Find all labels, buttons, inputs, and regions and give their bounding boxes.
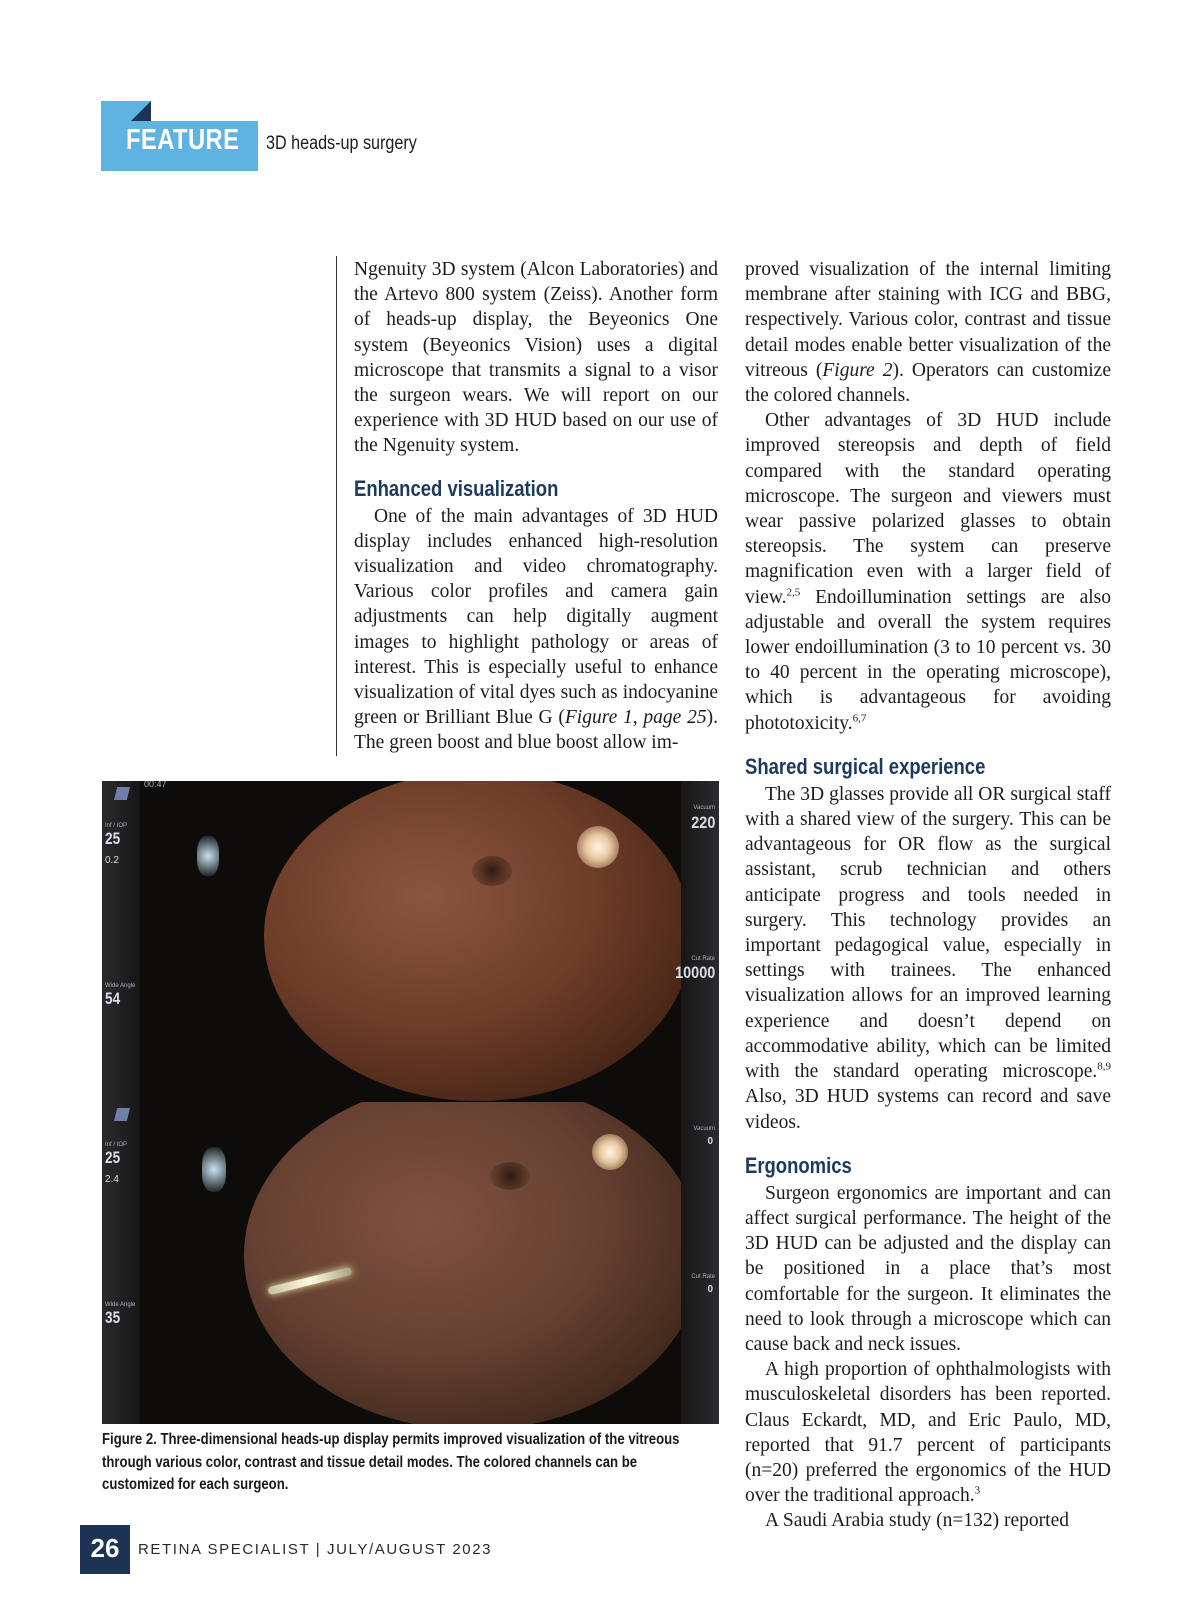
paragraph: Other advantages of 3D HUD include improved stereopsis and depth of field compared with the standard operating microscope. The surgeon and viewers must wear passive polarized glasses to obtain stereopsis. The system can preserve magnification even with a larger field of view.$^{2,5}$ Endoillumination settings are also adjustable and overall the system requires lower endoillumination (3 to 10 percent vs. 30 to 40 percent in the operating microscope), which is advantageous for avoiding phototoxicity.$^{6,7}$ xyxy=(745,410,1111,734)
timer: 00:47 xyxy=(144,781,167,789)
hud-panel-bottom xyxy=(102,1102,719,1424)
heading-ergonomics: Ergonomics xyxy=(745,1152,852,1178)
vacuum-label: Vacuum xyxy=(693,1126,715,1132)
macula xyxy=(472,856,512,886)
light-reflex xyxy=(202,1147,226,1192)
figure-2-image xyxy=(102,781,719,1424)
feature-corner-notch xyxy=(131,101,151,121)
hud-right-bar xyxy=(681,1102,719,1424)
citation: 6,7 xyxy=(852,712,867,725)
paragraph: One of the main advantages of 3D HUD display includes enhanced high-resolution visualization and video chromatography. Various color profiles and camera gain adjustments can help digitally augment images to highlight pathology or areas of interest. This is especially useful to enhance visualization of vital dyes such as indocyanine green or Brilliant Blue G (Figure 1, page 25). The green boost and blue boost allow im- xyxy=(354,505,718,754)
cut-rate-value: 10000 xyxy=(674,963,715,982)
figure-reference[interactable]: Figure 1, page 25 xyxy=(564,707,707,729)
paragraph: A Saudi Arabia study (n=132) reported xyxy=(765,1510,1069,1532)
left-column xyxy=(354,257,718,756)
iop-sub-value: 0.2 xyxy=(105,855,119,866)
feature-label: FEATURE xyxy=(126,124,240,156)
wide-angle-label: Wide Angle xyxy=(105,1302,136,1308)
light-reflex xyxy=(197,836,219,876)
cut-rate-label: Cut Rate xyxy=(691,956,715,962)
vacuum-label: Vacuum xyxy=(693,805,715,811)
vacuum-value: 220 xyxy=(690,813,715,832)
page-number: 26 xyxy=(90,1533,120,1563)
figure-caption: Figure 2. Three-dimensional heads-up display permits improved visualization of the vitreous through various color, contrast and tissue detail modes. The colored channels can be customized for each surgeon. xyxy=(102,1431,680,1493)
vacuum-value: 0 xyxy=(707,1136,713,1147)
optic-disc xyxy=(592,1134,628,1170)
wide-angle-value: 35 xyxy=(105,1308,121,1327)
cut-rate-label: Cut Rate xyxy=(691,1274,715,1280)
heading-enhanced-visualization: Enhanced visualization xyxy=(354,475,559,501)
fundus-image xyxy=(264,781,692,1101)
iop-label: Inf / IOP xyxy=(105,823,128,829)
paragraph: Surgeon ergonomics are important and can affect surgical performance. The height of the 3D HUD can be adjusted and the display can be positioned in a place that’s most comfortable for the surgeon. It eliminates the need to look through a microscope which can cause back and neck issues. xyxy=(745,1182,1111,1355)
column-rule xyxy=(336,256,337,756)
section-label: 3D heads-up surgery xyxy=(266,133,417,154)
citation: 2,5 xyxy=(786,586,801,599)
right-column xyxy=(745,257,1111,1534)
paragraph: proved visualization of the internal limiting membrane after staining with ICG and BBG, respectively. Various color, contrast and tissue detail modes enable better visualization of the vitreous (Figure 2). Operators can customize the colored channels. xyxy=(745,259,1111,407)
paragraph: The 3D glasses provide all OR surgical staff with a shared view of the surgery. This can be advantageous for OR flow as the surgical assistant, scrub technician and others anticipate progress and tools needed in surgery. This technology provides an important pedagogical value, especially in settings with trainees. The enhanced visualization allows for an improved learning experience and doesn’t depend on accommodative ability, which can be limited with the standard operating microscope.$^{8,9}$ Also, 3D HUD systems can record and save videos. xyxy=(745,783,1111,1133)
cut-rate-value: 0 xyxy=(707,1284,713,1295)
iop-value: 25 xyxy=(105,1148,121,1167)
citation: 3 xyxy=(974,1484,981,1497)
paragraph: A high proportion of ophthalmologists with musculoskeletal disorders has been reported. Claus Eckardt, MD, and Eric Paulo, MD, reported that 91.7 percent of participants (n=20) preferred the ergonomics of the HUD over the traditional approach.$^3$ xyxy=(745,1359,1111,1507)
hud-panel-top xyxy=(102,781,719,1102)
iop-sub-value: 2.4 xyxy=(105,1174,119,1185)
paragraph: Ngenuity 3D system (Alcon Laboratories) and the Artevo 800 system (Zeiss). Another form of heads-up display, the Beyeonics One system (Beyeonics Vision) uses a digital microscope that transmits a signal to a visor the surgeon wears. We will report on our experience with 3D HUD based on our use of the Ngenuity system. xyxy=(354,259,718,457)
wide-angle-value: 54 xyxy=(105,989,121,1008)
iop-value: 25 xyxy=(105,829,121,848)
optic-disc xyxy=(577,826,619,868)
iop-label: Inf / IOP xyxy=(105,1142,128,1148)
figure-reference[interactable]: Figure 2 xyxy=(822,359,893,381)
publication-footer: RETINA SPECIALIST | JULY/AUGUST 2023 xyxy=(138,1541,493,1558)
wide-angle-label: Wide Angle xyxy=(105,983,136,989)
citation: 8,9 xyxy=(1097,1060,1111,1073)
macula xyxy=(490,1162,530,1190)
fundus-image xyxy=(244,1102,702,1424)
heading-shared-surgical-experience: Shared surgical experience xyxy=(745,753,986,779)
